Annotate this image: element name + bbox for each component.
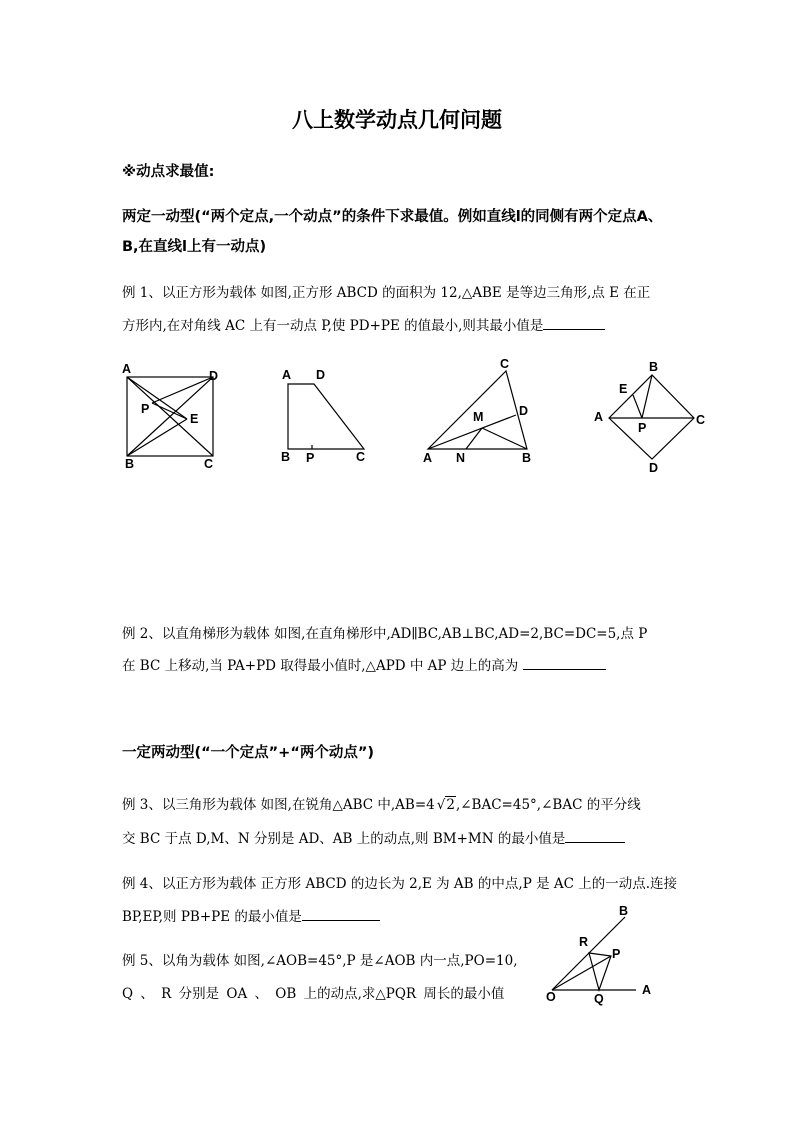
label-d: D [209,369,219,383]
label-m: M [473,410,484,424]
example4-text: BP,EP,则 PB+PE 的最小值是 [122,909,302,925]
label-e: E [619,382,628,396]
segment-ep [633,395,642,418]
label-q: Q [594,992,604,1006]
figure-rhombus [590,356,710,476]
label-p: P [638,421,647,435]
example2-line2 [122,654,606,674]
label-o: O [546,990,556,1004]
label-b: B [649,360,659,374]
example5-line1: 例 5、以角为载体 如图,∠AOB=45°,P 是∠AOB 内一点,PO=10, [122,953,518,969]
label-c: C [356,450,366,464]
label-a: A [282,368,292,382]
page-title: 八上数学动点几何问题 [292,108,502,132]
segment-pb [642,375,652,418]
bisector-ad [428,415,516,449]
segment-pd [152,377,213,403]
type1-line2: B,在直线l上有一动点) [122,239,267,255]
example3-line2 [122,827,625,847]
example1-text: 方形内,在对角线 AC 上有一动点 P,使 PD+PE 的值最小,则其最小值是 [122,318,544,334]
answer-blank[interactable] [302,906,380,921]
label-b: B [619,904,629,918]
example1-line1: 例 1、以正方形为载体 如图,正方形 ABCD 的面积为 12,△ABE 是等边三角形,点 E 在正 [122,285,651,301]
figure-trapezoid [278,364,373,464]
figure-triangle [420,356,540,468]
label-c: C [696,413,706,427]
label-a: A [423,451,433,465]
segment-bm [482,428,527,449]
label-b: B [281,450,291,464]
label-p: P [612,947,621,961]
label-d: D [649,461,659,475]
label-p: P [306,451,315,465]
segment-be [127,419,187,456]
example2-text: 在 BC 上移动,当 PA+PD 取得最小值时,△APD 中 AP 边上的高为 [122,658,523,674]
example3-text: 交 BC 于点 D,M、N 分别是 AD、AB 上的动点,则 BM+MN 的最小值是 [122,831,566,847]
label-c: C [500,357,510,371]
answer-blank[interactable] [565,828,625,843]
sqrt-expression: √2 [436,797,455,813]
answer-blank[interactable] [543,315,605,330]
answer-blank[interactable] [523,655,606,670]
example4-line1: 例 4、以正方形为载体 正方形 ABCD 的边长为 2,E 为 AB 的中点,P 是 AC 上的一动点.连接 [122,876,678,892]
example4-line2 [122,905,380,925]
example2-line1: 例 2、以直角梯形为载体 如图,在直角梯形中,AD∥BC,AB⊥BC,AD=2,BC=DC=5,点 P [122,626,648,642]
label-a: A [594,410,604,424]
figure-square [118,362,223,474]
label-c: C [204,457,214,471]
label-d: D [316,368,326,382]
type1-line1: 两定一动型(“两个定点,一个动点”的条件下求最值。例如直线l的同侧有两个定点A、 [122,209,663,225]
label-a: A [642,983,652,997]
label-a: A [122,362,132,376]
label-b: B [125,457,135,471]
label-n: N [456,451,466,465]
label-d: D [519,404,529,418]
type2-heading: 一定两动型(“一个定点”+“两个动点”) [122,745,375,761]
section-heading: ※动点求最值: [122,164,215,180]
figure-angle [542,900,667,1008]
example5-line2: Q 、 R 分别是 OA 、 OB 上的动点,求△PQR 周长的最小值 [122,986,505,1002]
example1-line2 [122,314,605,334]
label-p: P [141,402,150,416]
segment-ae [127,377,187,419]
trapezoid-outline [288,384,364,449]
label-b: B [522,451,532,465]
label-r: R [579,935,589,949]
label-e: E [190,412,199,426]
example3-line1: 例 3、以三角形为载体 如图,在锐角△ABC 中,AB=4 √2,∠BAC=45°,∠BAC 的平分线 [122,797,641,813]
